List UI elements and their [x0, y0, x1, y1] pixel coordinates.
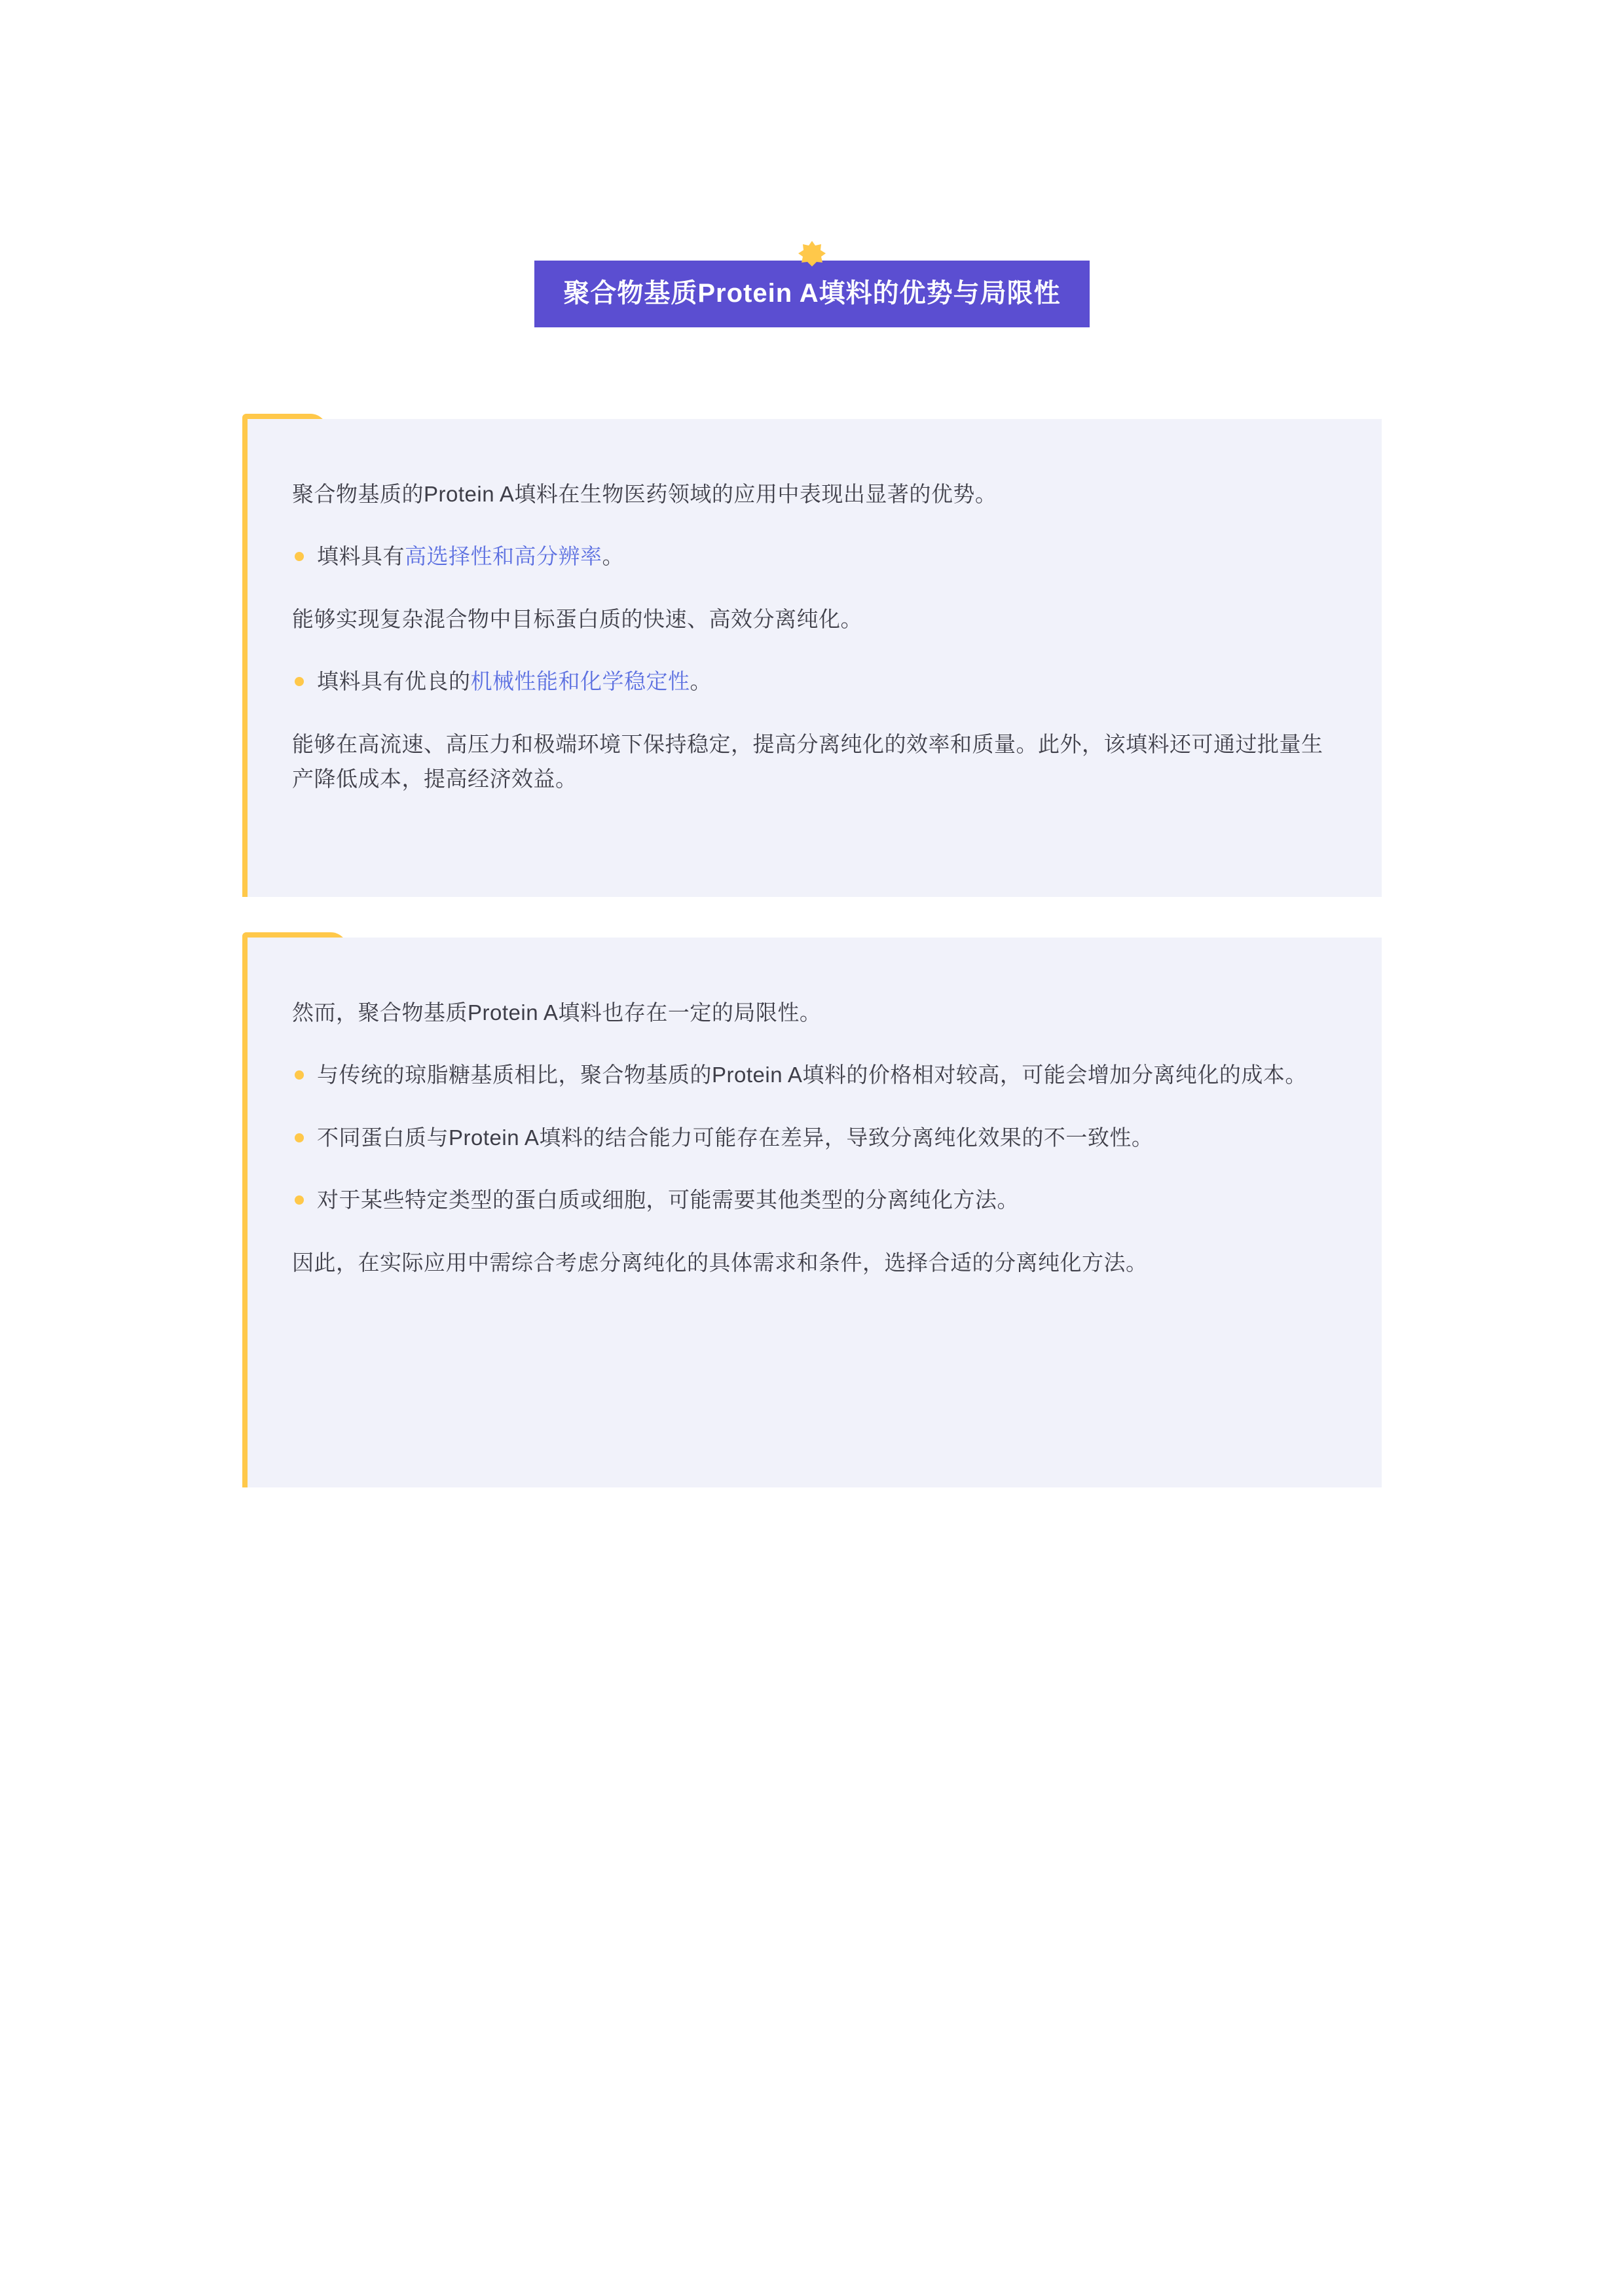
paragraph: 能够实现复杂混合物中目标蛋白质的快速、高效分离纯化。 — [292, 606, 862, 631]
list-item-lead: 填料具有 — [317, 544, 405, 569]
star-icon — [796, 240, 828, 271]
list-item-highlight: 高选择性和高分辨率 — [405, 544, 602, 569]
title-container — [529, 261, 1095, 327]
paragraph: 能够在高流速、高压力和极端环境下保持稳定，提高分离纯化的效率和质量。此外，该填料还可通过批量生产降低成本，提高经济效益。 — [292, 731, 1323, 792]
list-item — [292, 664, 1336, 699]
list-item — [292, 1182, 1336, 1217]
section-limitations-body — [248, 938, 1382, 1306]
list-item-lead: 对于某些特定类型的蛋白质或细胞，可能需要其他类型的分离纯化方法。 — [317, 1188, 1019, 1212]
section-advantages — [242, 419, 1382, 897]
list-item-lead: 与传统的琼脂糖基质相比，聚合物基质的Protein A填料的价格相对较高，可能会增加分离纯化的成本。 — [317, 1063, 1307, 1087]
list-item-tail: 。 — [690, 669, 712, 694]
section-advantages-body — [248, 419, 1382, 823]
list-item — [292, 1120, 1336, 1155]
list-item — [292, 539, 1336, 574]
list-item — [292, 1057, 1336, 1092]
paragraph: 因此，在实际应用中需综合考虑分离纯化的具体需求和条件，选择合适的分离纯化方法。 — [292, 1250, 1148, 1275]
paragraph: 然而，聚合物基质Protein A填料也存在一定的局限性。 — [292, 1000, 822, 1025]
paragraph: 聚合物基质的Protein A填料在生物医药领域的应用中表现出显著的优势。 — [292, 482, 997, 506]
page-title-badge — [534, 261, 1089, 327]
list-item-lead: 不同蛋白质与Protein A填料的结合能力可能存在差异，导致分离纯化效果的不一致性。 — [317, 1125, 1154, 1150]
section-limitations — [242, 938, 1382, 1487]
list-item-highlight: 机械性能和化学稳定性 — [470, 669, 690, 694]
list-item-tail: 。 — [602, 544, 624, 569]
page-title: 聚合物基质Protein A填料的优势与局限性 — [563, 279, 1061, 308]
list-item-lead: 填料具有优良的 — [317, 669, 471, 694]
